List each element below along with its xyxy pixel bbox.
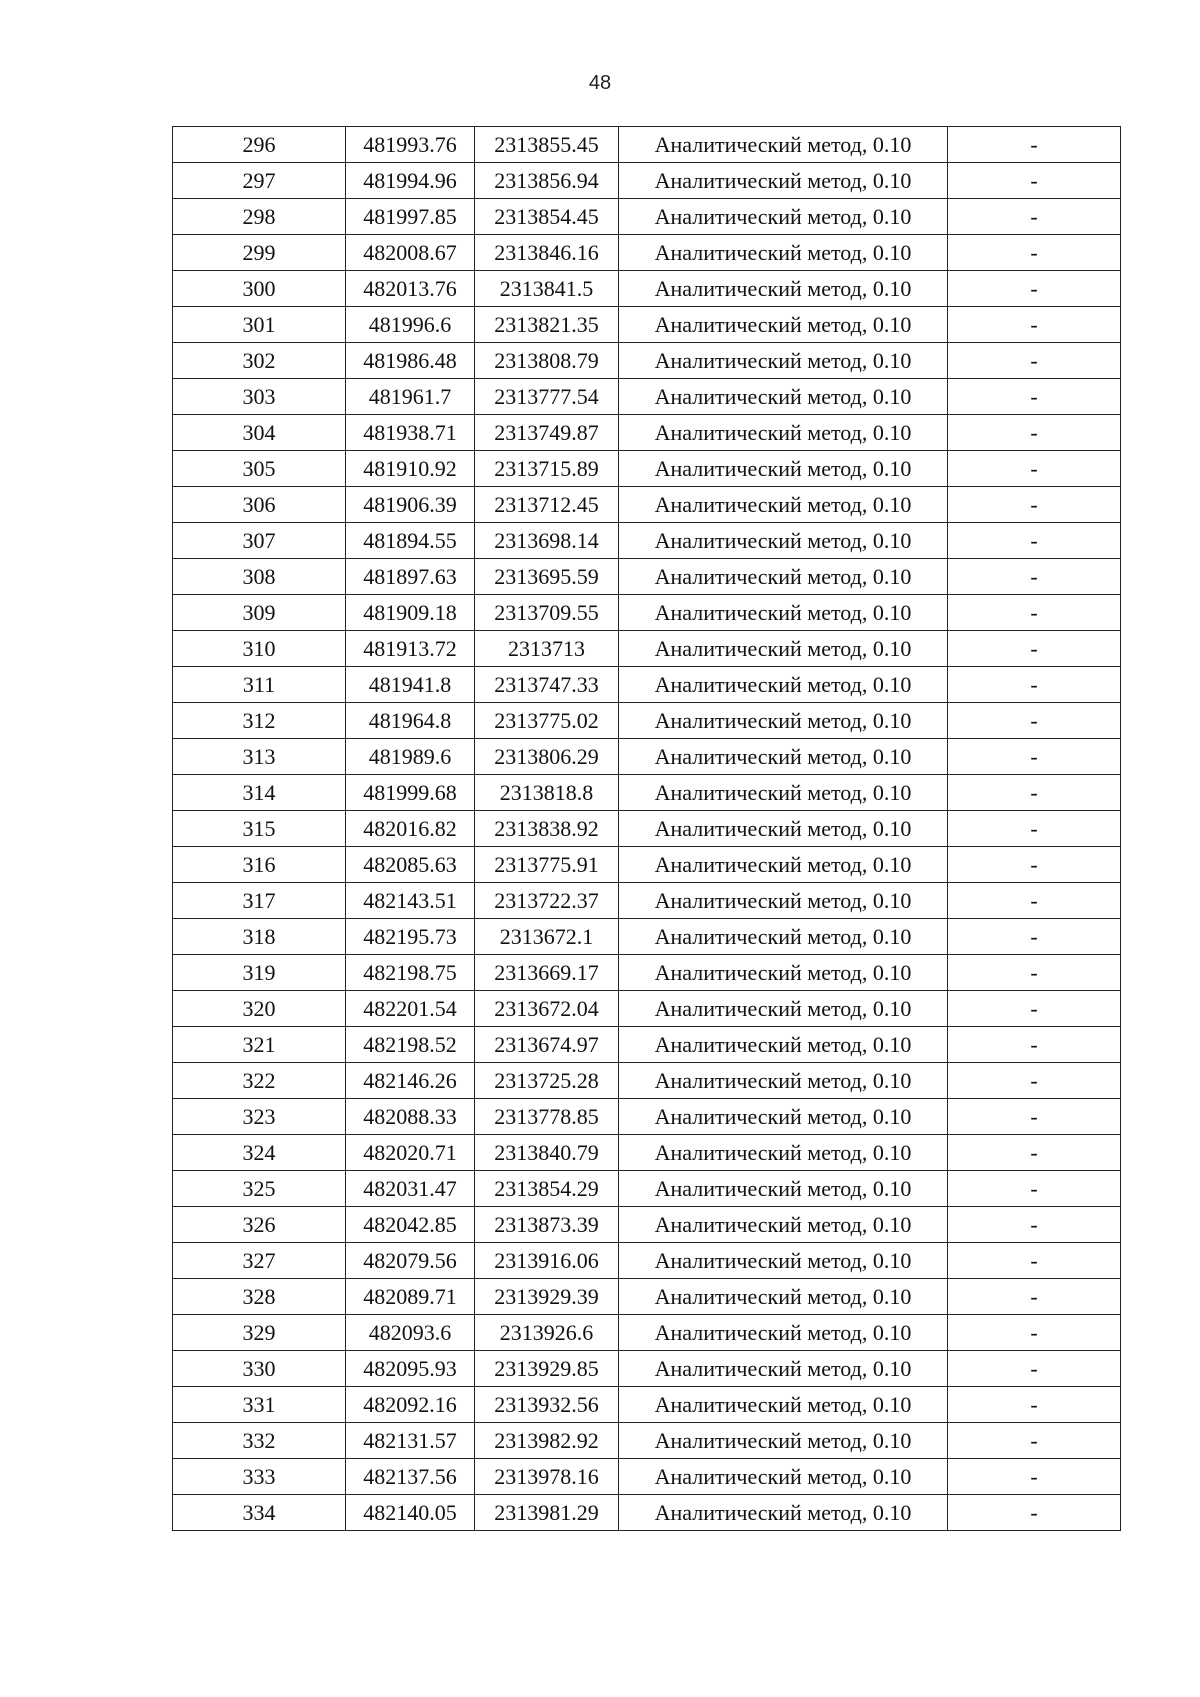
- table-row: [173, 775, 1121, 811]
- note-cell: -: [948, 343, 1121, 379]
- method-accuracy-cell: Аналитический метод, 0.10: [619, 379, 948, 415]
- table-row: [173, 199, 1121, 235]
- point-number-cell: 298: [173, 199, 346, 235]
- point-number-cell: 312: [173, 703, 346, 739]
- method-accuracy-cell: Аналитический метод, 0.10: [619, 163, 948, 199]
- point-number-cell: 306: [173, 487, 346, 523]
- method-accuracy-cell: Аналитический метод, 0.10: [619, 271, 948, 307]
- x-coordinate-cell: 482095.93: [346, 1351, 475, 1387]
- y-coordinate-cell: 2313932.56: [475, 1387, 619, 1423]
- y-coordinate-cell: 2313672.1: [475, 919, 619, 955]
- point-number-cell: 326: [173, 1207, 346, 1243]
- y-coordinate-cell: 2313747.33: [475, 667, 619, 703]
- table-row: [173, 1063, 1121, 1099]
- note-cell: -: [948, 1243, 1121, 1279]
- y-coordinate-cell: 2313713: [475, 631, 619, 667]
- x-coordinate-cell: 482042.85: [346, 1207, 475, 1243]
- table-row: [173, 1171, 1121, 1207]
- table-row: [173, 991, 1121, 1027]
- y-coordinate-cell: 2313725.28: [475, 1063, 619, 1099]
- table-row: [173, 127, 1121, 163]
- point-number-cell: 309: [173, 595, 346, 631]
- x-coordinate-cell: 481909.18: [346, 595, 475, 631]
- table-row: [173, 883, 1121, 919]
- y-coordinate-cell: 2313873.39: [475, 1207, 619, 1243]
- method-accuracy-cell: Аналитический метод, 0.10: [619, 343, 948, 379]
- x-coordinate-cell: 481989.6: [346, 739, 475, 775]
- method-accuracy-cell: Аналитический метод, 0.10: [619, 559, 948, 595]
- table-row: [173, 235, 1121, 271]
- method-accuracy-cell: Аналитический метод, 0.10: [619, 1243, 948, 1279]
- note-cell: -: [948, 559, 1121, 595]
- y-coordinate-cell: 2313669.17: [475, 955, 619, 991]
- point-number-cell: 320: [173, 991, 346, 1027]
- y-coordinate-cell: 2313916.06: [475, 1243, 619, 1279]
- y-coordinate-cell: 2313672.04: [475, 991, 619, 1027]
- method-accuracy-cell: Аналитический метод, 0.10: [619, 1351, 948, 1387]
- table-row: [173, 811, 1121, 847]
- method-accuracy-cell: Аналитический метод, 0.10: [619, 235, 948, 271]
- x-coordinate-cell: 482195.73: [346, 919, 475, 955]
- point-number-cell: 315: [173, 811, 346, 847]
- table-row: [173, 1243, 1121, 1279]
- note-cell: -: [948, 1063, 1121, 1099]
- x-coordinate-cell: 482008.67: [346, 235, 475, 271]
- y-coordinate-cell: 2313749.87: [475, 415, 619, 451]
- method-accuracy-cell: Аналитический метод, 0.10: [619, 1135, 948, 1171]
- note-cell: -: [948, 163, 1121, 199]
- method-accuracy-cell: Аналитический метод, 0.10: [619, 847, 948, 883]
- x-coordinate-cell: 481996.6: [346, 307, 475, 343]
- point-number-cell: 299: [173, 235, 346, 271]
- note-cell: -: [948, 1279, 1121, 1315]
- note-cell: -: [948, 811, 1121, 847]
- method-accuracy-cell: Аналитический метод, 0.10: [619, 1459, 948, 1495]
- y-coordinate-cell: 2313808.79: [475, 343, 619, 379]
- x-coordinate-cell: 482016.82: [346, 811, 475, 847]
- point-number-cell: 324: [173, 1135, 346, 1171]
- y-coordinate-cell: 2313674.97: [475, 1027, 619, 1063]
- table-row: [173, 919, 1121, 955]
- method-accuracy-cell: Аналитический метод, 0.10: [619, 739, 948, 775]
- note-cell: -: [948, 451, 1121, 487]
- table-row: [173, 667, 1121, 703]
- method-accuracy-cell: Аналитический метод, 0.10: [619, 919, 948, 955]
- y-coordinate-cell: 2313846.16: [475, 235, 619, 271]
- coordinates-table-body: [173, 127, 1121, 1531]
- point-number-cell: 311: [173, 667, 346, 703]
- point-number-cell: 317: [173, 883, 346, 919]
- note-cell: -: [948, 1315, 1121, 1351]
- y-coordinate-cell: 2313841.5: [475, 271, 619, 307]
- x-coordinate-cell: 482201.54: [346, 991, 475, 1027]
- note-cell: -: [948, 739, 1121, 775]
- table-row: [173, 1027, 1121, 1063]
- page-number: 48: [588, 72, 612, 94]
- note-cell: -: [948, 1027, 1121, 1063]
- x-coordinate-cell: 482093.6: [346, 1315, 475, 1351]
- x-coordinate-cell: 481910.92: [346, 451, 475, 487]
- point-number-cell: 330: [173, 1351, 346, 1387]
- point-number-cell: 308: [173, 559, 346, 595]
- y-coordinate-cell: 2313778.85: [475, 1099, 619, 1135]
- table-row: [173, 1315, 1121, 1351]
- table-row: [173, 487, 1121, 523]
- table-row: [173, 271, 1121, 307]
- point-number-cell: 301: [173, 307, 346, 343]
- method-accuracy-cell: Аналитический метод, 0.10: [619, 1387, 948, 1423]
- note-cell: -: [948, 919, 1121, 955]
- point-number-cell: 333: [173, 1459, 346, 1495]
- method-accuracy-cell: Аналитический метод, 0.10: [619, 415, 948, 451]
- y-coordinate-cell: 2313840.79: [475, 1135, 619, 1171]
- table-row: [173, 1099, 1121, 1135]
- point-number-cell: 305: [173, 451, 346, 487]
- method-accuracy-cell: Аналитический метод, 0.10: [619, 523, 948, 559]
- point-number-cell: 331: [173, 1387, 346, 1423]
- note-cell: -: [948, 1387, 1121, 1423]
- table-row: [173, 1279, 1121, 1315]
- method-accuracy-cell: Аналитический метод, 0.10: [619, 451, 948, 487]
- note-cell: -: [948, 1459, 1121, 1495]
- note-cell: -: [948, 415, 1121, 451]
- table-row: [173, 595, 1121, 631]
- table-row: [173, 1351, 1121, 1387]
- y-coordinate-cell: 2313695.59: [475, 559, 619, 595]
- note-cell: -: [948, 775, 1121, 811]
- note-cell: -: [948, 235, 1121, 271]
- point-number-cell: 316: [173, 847, 346, 883]
- note-cell: -: [948, 847, 1121, 883]
- x-coordinate-cell: 482137.56: [346, 1459, 475, 1495]
- point-number-cell: 327: [173, 1243, 346, 1279]
- note-cell: -: [948, 127, 1121, 163]
- y-coordinate-cell: 2313929.85: [475, 1351, 619, 1387]
- note-cell: -: [948, 1495, 1121, 1531]
- note-cell: -: [948, 991, 1121, 1027]
- y-coordinate-cell: 2313698.14: [475, 523, 619, 559]
- x-coordinate-cell: 481961.7: [346, 379, 475, 415]
- note-cell: -: [948, 199, 1121, 235]
- x-coordinate-cell: 481999.68: [346, 775, 475, 811]
- y-coordinate-cell: 2313982.92: [475, 1423, 619, 1459]
- x-coordinate-cell: 482085.63: [346, 847, 475, 883]
- point-number-cell: 323: [173, 1099, 346, 1135]
- point-number-cell: 307: [173, 523, 346, 559]
- table-row: [173, 1495, 1121, 1531]
- table-row: [173, 1135, 1121, 1171]
- note-cell: -: [948, 1099, 1121, 1135]
- x-coordinate-cell: 482088.33: [346, 1099, 475, 1135]
- point-number-cell: 325: [173, 1171, 346, 1207]
- x-coordinate-cell: 481986.48: [346, 343, 475, 379]
- point-number-cell: 332: [173, 1423, 346, 1459]
- point-number-cell: 318: [173, 919, 346, 955]
- method-accuracy-cell: Аналитический метод, 0.10: [619, 811, 948, 847]
- table-row: [173, 523, 1121, 559]
- x-coordinate-cell: 482198.52: [346, 1027, 475, 1063]
- y-coordinate-cell: 2313775.02: [475, 703, 619, 739]
- note-cell: -: [948, 955, 1121, 991]
- note-cell: -: [948, 1207, 1121, 1243]
- table-row: [173, 1459, 1121, 1495]
- method-accuracy-cell: Аналитический метод, 0.10: [619, 127, 948, 163]
- table-row: [173, 1387, 1121, 1423]
- y-coordinate-cell: 2313854.29: [475, 1171, 619, 1207]
- point-number-cell: 334: [173, 1495, 346, 1531]
- method-accuracy-cell: Аналитический метод, 0.10: [619, 775, 948, 811]
- table-row: [173, 343, 1121, 379]
- x-coordinate-cell: 481894.55: [346, 523, 475, 559]
- x-coordinate-cell: 481964.8: [346, 703, 475, 739]
- note-cell: -: [948, 1423, 1121, 1459]
- point-number-cell: 319: [173, 955, 346, 991]
- point-number-cell: 300: [173, 271, 346, 307]
- note-cell: -: [948, 703, 1121, 739]
- table-row: [173, 163, 1121, 199]
- y-coordinate-cell: 2313777.54: [475, 379, 619, 415]
- method-accuracy-cell: Аналитический метод, 0.10: [619, 1171, 948, 1207]
- method-accuracy-cell: Аналитический метод, 0.10: [619, 1063, 948, 1099]
- x-coordinate-cell: 481941.8: [346, 667, 475, 703]
- y-coordinate-cell: 2313722.37: [475, 883, 619, 919]
- method-accuracy-cell: Аналитический метод, 0.10: [619, 1279, 948, 1315]
- method-accuracy-cell: Аналитический метод, 0.10: [619, 1315, 948, 1351]
- x-coordinate-cell: 482143.51: [346, 883, 475, 919]
- table-row: [173, 739, 1121, 775]
- table-row: [173, 1207, 1121, 1243]
- point-number-cell: 328: [173, 1279, 346, 1315]
- x-coordinate-cell: 482020.71: [346, 1135, 475, 1171]
- x-coordinate-cell: 481993.76: [346, 127, 475, 163]
- note-cell: -: [948, 595, 1121, 631]
- y-coordinate-cell: 2313981.29: [475, 1495, 619, 1531]
- method-accuracy-cell: Аналитический метод, 0.10: [619, 1423, 948, 1459]
- x-coordinate-cell: 482013.76: [346, 271, 475, 307]
- y-coordinate-cell: 2313856.94: [475, 163, 619, 199]
- x-coordinate-cell: 481897.63: [346, 559, 475, 595]
- y-coordinate-cell: 2313855.45: [475, 127, 619, 163]
- y-coordinate-cell: 2313838.92: [475, 811, 619, 847]
- x-coordinate-cell: 482146.26: [346, 1063, 475, 1099]
- note-cell: -: [948, 379, 1121, 415]
- table-row: [173, 379, 1121, 415]
- table-row: [173, 451, 1121, 487]
- table-row: [173, 559, 1121, 595]
- point-number-cell: 303: [173, 379, 346, 415]
- point-number-cell: 302: [173, 343, 346, 379]
- x-coordinate-cell: 482198.75: [346, 955, 475, 991]
- point-number-cell: 297: [173, 163, 346, 199]
- x-coordinate-cell: 481913.72: [346, 631, 475, 667]
- table-row: [173, 955, 1121, 991]
- table-row: [173, 847, 1121, 883]
- x-coordinate-cell: 482140.05: [346, 1495, 475, 1531]
- y-coordinate-cell: 2313715.89: [475, 451, 619, 487]
- x-coordinate-cell: 481906.39: [346, 487, 475, 523]
- point-number-cell: 321: [173, 1027, 346, 1063]
- table-row: [173, 631, 1121, 667]
- x-coordinate-cell: 481997.85: [346, 199, 475, 235]
- x-coordinate-cell: 481938.71: [346, 415, 475, 451]
- point-number-cell: 322: [173, 1063, 346, 1099]
- x-coordinate-cell: 482079.56: [346, 1243, 475, 1279]
- method-accuracy-cell: Аналитический метод, 0.10: [619, 1027, 948, 1063]
- note-cell: -: [948, 1171, 1121, 1207]
- note-cell: -: [948, 307, 1121, 343]
- note-cell: -: [948, 1135, 1121, 1171]
- table-row: [173, 307, 1121, 343]
- y-coordinate-cell: 2313929.39: [475, 1279, 619, 1315]
- y-coordinate-cell: 2313712.45: [475, 487, 619, 523]
- note-cell: -: [948, 523, 1121, 559]
- point-number-cell: 313: [173, 739, 346, 775]
- table-row: [173, 703, 1121, 739]
- y-coordinate-cell: 2313806.29: [475, 739, 619, 775]
- method-accuracy-cell: Аналитический метод, 0.10: [619, 667, 948, 703]
- x-coordinate-cell: 482089.71: [346, 1279, 475, 1315]
- x-coordinate-cell: 482131.57: [346, 1423, 475, 1459]
- method-accuracy-cell: Аналитический метод, 0.10: [619, 307, 948, 343]
- y-coordinate-cell: 2313854.45: [475, 199, 619, 235]
- method-accuracy-cell: Аналитический метод, 0.10: [619, 1099, 948, 1135]
- method-accuracy-cell: Аналитический метод, 0.10: [619, 631, 948, 667]
- x-coordinate-cell: 482031.47: [346, 1171, 475, 1207]
- note-cell: -: [948, 631, 1121, 667]
- note-cell: -: [948, 883, 1121, 919]
- x-coordinate-cell: 481994.96: [346, 163, 475, 199]
- note-cell: -: [948, 1351, 1121, 1387]
- note-cell: -: [948, 271, 1121, 307]
- point-number-cell: 310: [173, 631, 346, 667]
- method-accuracy-cell: Аналитический метод, 0.10: [619, 595, 948, 631]
- point-number-cell: 314: [173, 775, 346, 811]
- table-row: [173, 1423, 1121, 1459]
- method-accuracy-cell: Аналитический метод, 0.10: [619, 1495, 948, 1531]
- method-accuracy-cell: Аналитический метод, 0.10: [619, 991, 948, 1027]
- note-cell: -: [948, 487, 1121, 523]
- method-accuracy-cell: Аналитический метод, 0.10: [619, 487, 948, 523]
- x-coordinate-cell: 482092.16: [346, 1387, 475, 1423]
- method-accuracy-cell: Аналитический метод, 0.10: [619, 703, 948, 739]
- y-coordinate-cell: 2313926.6: [475, 1315, 619, 1351]
- y-coordinate-cell: 2313775.91: [475, 847, 619, 883]
- note-cell: -: [948, 667, 1121, 703]
- y-coordinate-cell: 2313709.55: [475, 595, 619, 631]
- y-coordinate-cell: 2313818.8: [475, 775, 619, 811]
- y-coordinate-cell: 2313821.35: [475, 307, 619, 343]
- method-accuracy-cell: Аналитический метод, 0.10: [619, 955, 948, 991]
- point-number-cell: 296: [173, 127, 346, 163]
- y-coordinate-cell: 2313978.16: [475, 1459, 619, 1495]
- table-row: [173, 415, 1121, 451]
- method-accuracy-cell: Аналитический метод, 0.10: [619, 883, 948, 919]
- method-accuracy-cell: Аналитический метод, 0.10: [619, 1207, 948, 1243]
- method-accuracy-cell: Аналитический метод, 0.10: [619, 199, 948, 235]
- point-number-cell: 329: [173, 1315, 346, 1351]
- point-number-cell: 304: [173, 415, 346, 451]
- coordinates-table: [172, 126, 1121, 1531]
